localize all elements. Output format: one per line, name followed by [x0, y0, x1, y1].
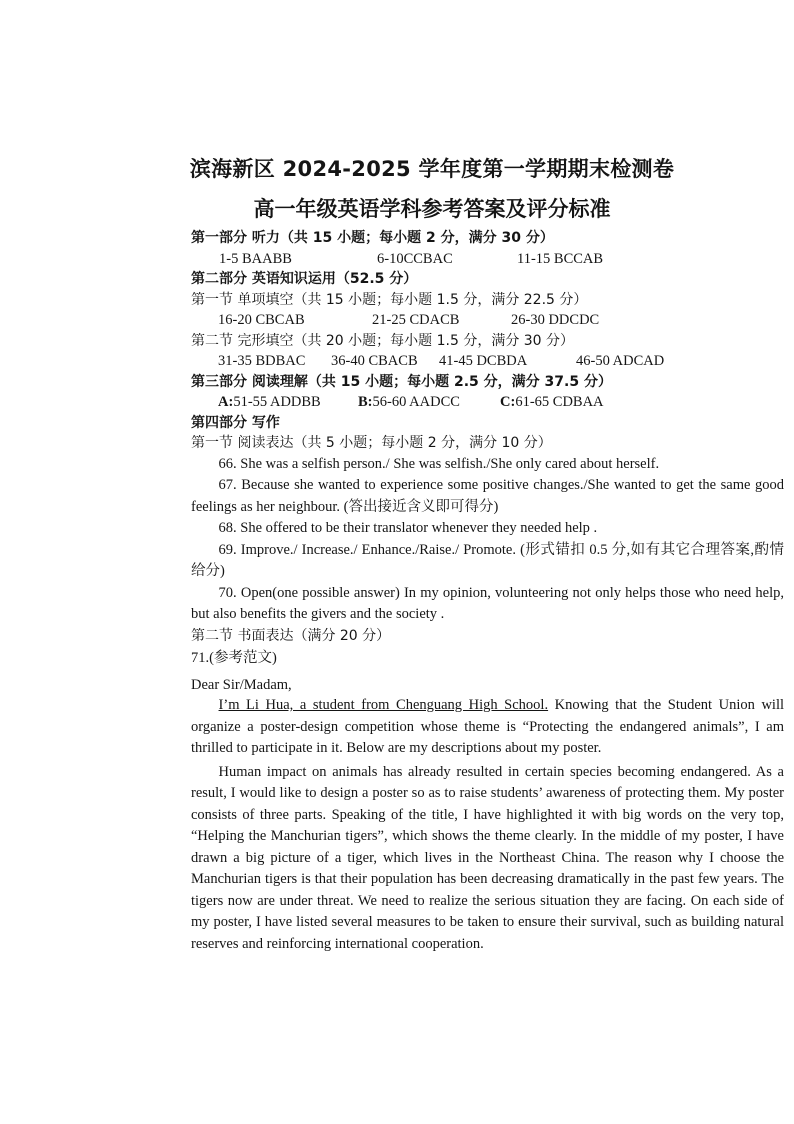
part2-heading: 第二部分 英语知识运用（52.5 分）: [191, 271, 418, 287]
answer-67: 67. Because she wanted to experience some positive changes./She wanted to get the same good feelings as her neighbour. (答出接近含义即可得分): [191, 477, 784, 515]
answer-group: [500, 392, 604, 413]
part1-answers: [191, 249, 784, 270]
paragraph-1-rest: Knowing that the Student Union will organize a poster-design competition whose theme is “Protecting the endangered animals”, I am thrilled to participate in it. Below are my descriptions about my poster.: [191, 697, 784, 756]
part2-section2-answers: [191, 351, 784, 372]
part4-section1-heading: 第一节 阅读表达（共 5 小题；每小题 2 分，满分 10 分）: [191, 435, 552, 451]
answer-label: C:: [500, 394, 516, 410]
question-71-label: 71.(参考范文): [191, 650, 277, 666]
answer-69: 69. Improve./ Increase./ Enhance./Raise./ Promote. (形式错扣 0.5 分,如有其它合理答案,酌情给分): [191, 541, 784, 579]
answer-group: 1-5 BAABB: [219, 250, 292, 267]
answer-group: [218, 392, 358, 413]
title-block: [0, 152, 794, 226]
answer-label: B:: [358, 394, 373, 410]
answer-group: 41-45 DCBDA: [439, 353, 528, 369]
answer-content: [191, 228, 784, 955]
part2-section1-answers: [191, 310, 784, 331]
answer-group: 46-50 ADCAD: [576, 353, 665, 369]
answer-group: 11-15 BCCAB: [517, 250, 604, 267]
part3-answers: [191, 392, 784, 413]
underlined-intro: I’m Li Hua, a student from Chenguang High School.: [218, 697, 549, 713]
answer-group: [358, 392, 500, 413]
answer-group: 16-20 CBCAB: [218, 312, 305, 328]
part2-section2-heading: 第二节 完形填空（共 20 小题；每小题 1.5 分，满分 30 分）: [191, 332, 575, 349]
part4-heading: 第四部分 写作: [191, 414, 280, 431]
part4-section2-heading: 第二节 书面表达（满分 20 分）: [191, 627, 391, 644]
answer-value: 61-65 CDBAA: [515, 394, 604, 410]
exam-subtitle: 高一年级英语学科参考答案及评分标准: [253, 197, 611, 221]
answer-68: 68. She offered to be their translator whenever they needed help .: [218, 520, 598, 536]
answer-label: A:: [218, 394, 234, 410]
letter-greeting: Dear Sir/Madam,: [191, 676, 292, 693]
answer-66: 66. She was a selfish person./ She was selfish./She only cared about herself.: [218, 455, 660, 472]
part1-heading: 第一部分 听力（共 15 小题；每小题 2 分，满分 30 分）: [191, 230, 554, 246]
part2-section1-heading: 第一节 单项填空（共 15 小题；每小题 1.5 分，满分 22.5 分）: [191, 291, 588, 308]
part3-heading: 第三部分 阅读理解（共 15 小题；每小题 2.5 分，满分 37.5 分）: [191, 373, 612, 390]
answer-value: 56-60 AADCC: [372, 394, 460, 410]
answer-group: 36-40 CBACB: [331, 353, 418, 369]
answer-value: 51-55 ADDBB: [233, 394, 321, 410]
answer-group: 6-10CCBAC: [377, 250, 453, 267]
answer-70: 70. Open(one possible answer) In my opinion, volunteering not only helps those who need help, but also benefits the givers and the society .: [191, 584, 784, 622]
answer-group: 31-35 BDBAC: [218, 353, 306, 369]
exam-title: 滨海新区 2024-2025 学年度第一学期期末检测卷: [189, 157, 675, 181]
answer-group: 21-25 CDACB: [372, 312, 460, 328]
answer-group: 26-30 DDCDC: [511, 312, 600, 328]
essay-paragraph-2: Human impact on animals has already resulted in certain species becoming endangered. As a result, I would like to design a poster so as to raise students’ awareness of protecting them. My poster consists of three parts. Speaking of the title, I have highlighted it with big words on the very top, “Helping the Manchurian tigers”, which shows the theme clearly. In the middle of my poster, I have drawn a big picture of a tiger, which lives in the Northeast China. The reason why I choose the Manchurian tigers is that their population has been decreasing dramatically in the past few years. The tigers now are under threat. We need to realize the serious situation they are facing. On each side of my poster, I have listed several measures to be taken to ensure their survival, such as building natural reserves and reinforcing international cooperation.: [191, 763, 784, 952]
essay-paragraph-1: [191, 695, 784, 760]
